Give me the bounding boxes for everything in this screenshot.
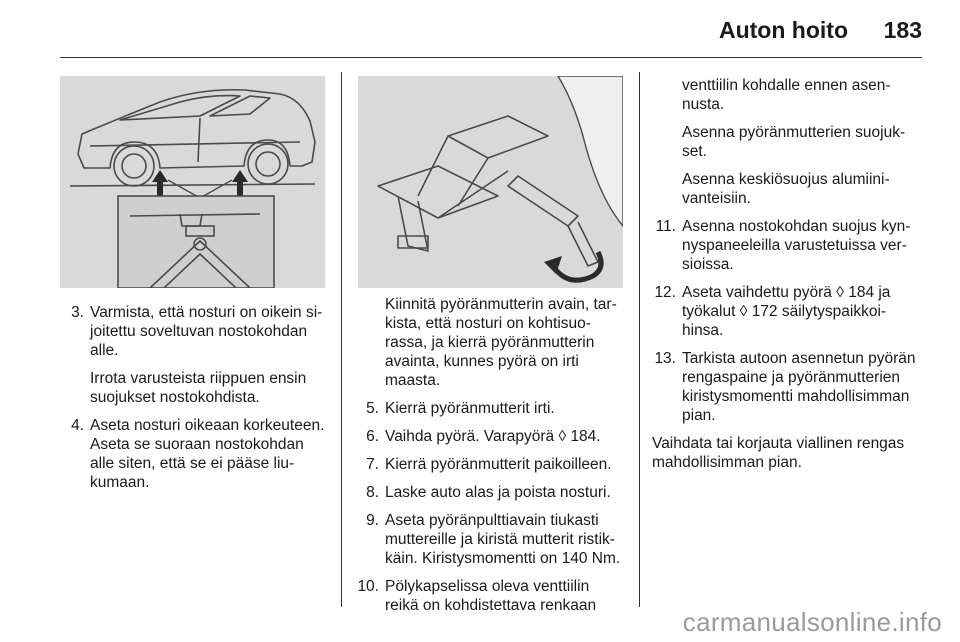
list-item <box>60 416 330 492</box>
intro-paragraph: Kiinnitä pyöränmutterin avain, tarkista, että nosturi on kohtisuorassa, ja kierrä pyöränmutterin avainta, kunnes pyörä on irti maasta. <box>385 296 617 389</box>
step-text: Aseta nosturi oikeaan korkeuteen. Aseta se suoraan nostokohdan alle siten, että se ei pääse liukumaan. <box>90 417 325 491</box>
step-number: 13. <box>654 350 676 367</box>
middle-column <box>355 295 627 624</box>
list-item <box>355 399 627 418</box>
note-paragraph: Asenna pyöränmutterien suojukset. <box>682 124 906 160</box>
list-item <box>355 427 627 446</box>
note-paragraph: Asenna keskiösuojus alumiinivanteisiin. <box>682 171 890 207</box>
jack-crank-figure <box>358 76 623 288</box>
car-jack-point-figure <box>60 76 325 288</box>
list-item <box>652 283 922 340</box>
step-text: Kierrä pyöränmutterit irti. <box>385 400 555 417</box>
list-item <box>355 455 627 474</box>
step-text: Laske auto alas ja poista nosturi. <box>385 484 611 501</box>
step-number: 4. <box>71 417 84 434</box>
step-number: 3. <box>71 304 84 321</box>
column-divider-1 <box>341 72 342 607</box>
column-divider-2 <box>639 72 640 607</box>
section-title: Auton hoito <box>718 17 848 43</box>
step-text: Tarkista autoon asennetun pyörän rengaspaine ja pyöränmutterien kiristysmomentti mahdollisimman pian. <box>682 350 916 424</box>
car-jack-illustration <box>60 76 325 288</box>
step-number: 12. <box>654 284 676 301</box>
step-text: Aseta pyöränpulttiavain tiukasti muttereille ja kiristä mutterit ristikkäin. Kiristysmomentti on 140 Nm. <box>385 512 621 567</box>
step-text: Pölykapselissa oleva venttiilin reikä on kohdistettava renkaan <box>385 578 597 614</box>
step-number: 8. <box>366 484 379 501</box>
list-item <box>355 511 627 568</box>
step-number: 9. <box>366 512 379 529</box>
list-item <box>355 577 627 615</box>
list-item <box>355 483 627 502</box>
step-number: 10. <box>357 578 379 595</box>
list-item <box>652 349 922 425</box>
header-rule <box>60 57 922 58</box>
right-column <box>652 76 922 481</box>
continuation-text: venttiilin kohdalle ennen asennusta. <box>682 77 891 113</box>
step-number: 11. <box>655 218 676 235</box>
closing-paragraph: Vaihdata tai korjauta viallinen rengas mahdollisimman pian. <box>652 435 905 471</box>
watermark: carmanualsonline.info <box>682 607 942 637</box>
step-note: Irrota varusteista riippuen ensin suojukset nostokohdista. <box>90 370 307 406</box>
page-header <box>0 0 960 62</box>
step-number: 7. <box>366 456 379 473</box>
step-number: 5. <box>366 400 379 417</box>
left-column <box>60 303 330 501</box>
step-number: 6. <box>366 428 379 445</box>
jack-crank-illustration <box>358 76 623 288</box>
step-text: Kierrä pyöränmutterit paikoilleen. <box>385 456 612 473</box>
list-item <box>60 303 330 360</box>
step-text: Aseta vaihdettu pyörä ◊ 184 ja työkalut ◊ 172 säilytyspaikkoihinsa. <box>682 284 891 339</box>
step-text: Asenna nostokohdan suojus kynnyspaneeleilla varustetuissa versioissa. <box>682 218 911 273</box>
list-item <box>652 217 922 274</box>
step-text: Varmista, että nosturi on oikein sijoitettu soveltuvan nostokohdan alle. <box>90 304 323 359</box>
step-text: Vaihda pyörä. Varapyörä ◊ 184. <box>385 428 601 445</box>
page-number: 183 <box>883 17 922 43</box>
